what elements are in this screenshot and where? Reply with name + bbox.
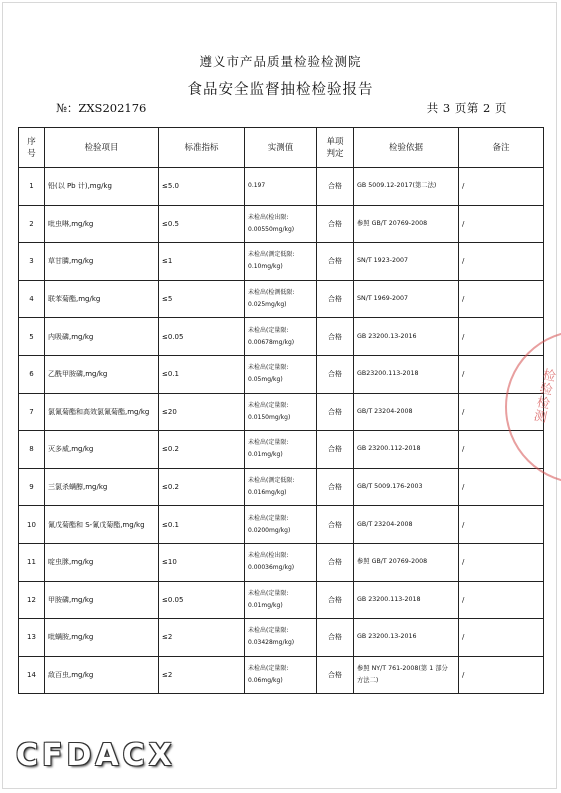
test-item: 吡虫啉,mg/kg (45, 205, 159, 243)
remark: / (459, 243, 544, 281)
remark: / (459, 205, 544, 243)
measured-value-line: 未检出(检测低限: (248, 289, 295, 297)
test-basis (354, 431, 459, 469)
measured-value (245, 656, 317, 694)
measured-value-line: 未检出(定量限: (248, 364, 289, 372)
test-basis (354, 581, 459, 619)
measured-value (245, 355, 317, 393)
row-number: 12 (19, 581, 45, 619)
stamp-text: 检验检测 (532, 367, 557, 427)
standard-limit: ≤2 (159, 656, 245, 694)
report-title: 食品安全监督抽检检验报告 (187, 82, 374, 98)
row-number: 7 (19, 393, 45, 431)
judgement: 合格 (317, 355, 354, 393)
table-row (19, 431, 544, 469)
test-basis (354, 656, 459, 694)
test-item: 氯氰菊酯和高效氯氰菊酯,mg/kg (45, 393, 159, 431)
remark: / (459, 355, 544, 393)
header-judgement: 单项 判定 (317, 128, 354, 168)
row-number: 14 (19, 656, 45, 694)
judgement: 合格 (317, 543, 354, 581)
remark: / (459, 168, 544, 206)
table-row (19, 619, 544, 657)
test-item: 氰戊菊酯和 S-氰戊菊酯,mg/kg (45, 506, 159, 544)
measured-value-line: 未检出(定量限: (248, 326, 289, 334)
judgement: 合格 (317, 506, 354, 544)
measured-value (245, 506, 317, 544)
standard-limit: ≤20 (159, 393, 245, 431)
table-row (19, 656, 544, 694)
standard-limit: ≤0.2 (159, 468, 245, 506)
measured-value-line: 0.197 (248, 182, 266, 190)
measured-value (245, 243, 317, 281)
judgement: 合格 (317, 468, 354, 506)
judgement: 合格 (317, 168, 354, 206)
test-basis (354, 468, 459, 506)
remark: / (459, 543, 544, 581)
measured-value-line: 0.00550mg/kg) (248, 225, 295, 233)
test-basis-line: GB 23200.112-2018 (357, 445, 421, 453)
header-no: 序 号 (19, 128, 45, 168)
standard-limit: ≤5.0 (159, 168, 245, 206)
measured-value (245, 393, 317, 431)
test-basis-line: 参照 NY/T 761-2008(第 1 部分 (357, 665, 448, 673)
page-info: 共 3 页第 2 页 (426, 101, 507, 115)
row-number: 10 (19, 506, 45, 544)
measured-value-line: 0.016mg/kg) (248, 489, 287, 497)
judgement: 合格 (317, 581, 354, 619)
measured-value-line: 0.0200mg/kg) (248, 526, 291, 534)
test-basis-line: GB 23200.13-2016 (357, 633, 417, 641)
judgement: 合格 (317, 280, 354, 318)
row-number: 2 (19, 205, 45, 243)
test-item: 灭多威,mg/kg (45, 431, 159, 469)
measured-value (245, 619, 317, 657)
measured-value-line: 0.00678mg/kg) (248, 338, 295, 346)
judgement: 合格 (317, 205, 354, 243)
measured-value (245, 468, 317, 506)
row-number: 3 (19, 243, 45, 281)
test-basis-line: GB 23200.113-2018 (357, 595, 421, 603)
header-remark: 备注 (459, 128, 544, 168)
measured-value-line: 0.03428mg/kg) (248, 639, 295, 647)
organization-name: 遵义市产品质量检验检测院 (199, 54, 362, 69)
measured-value-line: 0.025mg/kg) (248, 301, 287, 309)
measured-value-line: 未检出(定量限: (248, 665, 289, 673)
measured-value-line: 未检出(测定低限: (248, 477, 295, 485)
test-basis-line: 方法二) (357, 677, 379, 685)
judgement: 合格 (317, 393, 354, 431)
test-item: 铅(以 Pb 计),mg/kg (45, 168, 159, 206)
measured-value-line: 未检出(检出限: (248, 552, 289, 560)
test-basis (354, 506, 459, 544)
measured-value-line: 未检出(测定低限: (248, 251, 295, 259)
test-basis (354, 355, 459, 393)
header-item: 检验项目 (45, 128, 159, 168)
row-number: 13 (19, 619, 45, 657)
standard-limit: ≤0.5 (159, 205, 245, 243)
row-number: 11 (19, 543, 45, 581)
table-row (19, 168, 544, 206)
judgement: 合格 (317, 656, 354, 694)
standard-limit: ≤1 (159, 243, 245, 281)
test-basis-line: GB 5009.12-2017(第二法) (357, 182, 437, 190)
test-item: 草甘膦,mg/kg (45, 243, 159, 281)
test-basis-line: GB/T 5009.176-2003 (357, 483, 423, 491)
test-item: 三氯杀螨醇,mg/kg (45, 468, 159, 506)
row-number: 8 (19, 431, 45, 469)
table-row (19, 468, 544, 506)
test-basis (354, 393, 459, 431)
table-row (19, 393, 544, 431)
judgement: 合格 (317, 318, 354, 356)
measured-value-line: 0.0150mg/kg) (248, 413, 291, 421)
table-row (19, 318, 544, 356)
table-header-row (19, 128, 544, 168)
test-basis-line: GB/T 23204-2008 (357, 520, 413, 528)
row-number: 4 (19, 280, 45, 318)
standard-limit: ≤10 (159, 543, 245, 581)
measured-value-line: 未检出(定量限: (248, 627, 289, 635)
results-table (18, 127, 544, 694)
measured-value (245, 543, 317, 581)
remark: / (459, 393, 544, 431)
measured-value-line: 0.10mg/kg) (248, 263, 283, 271)
measured-value (245, 431, 317, 469)
measured-value (245, 280, 317, 318)
judgement: 合格 (317, 619, 354, 657)
table-row (19, 243, 544, 281)
table-row (19, 543, 544, 581)
test-basis-line: 参照 GB/T 20769-2008 (357, 558, 428, 566)
test-basis (354, 543, 459, 581)
header-result: 实测值 (245, 128, 317, 168)
row-number: 1 (19, 168, 45, 206)
standard-limit: ≤0.2 (159, 431, 245, 469)
test-basis (354, 619, 459, 657)
standard-limit: ≤5 (159, 280, 245, 318)
test-item: 啶虫脒,mg/kg (45, 543, 159, 581)
test-item: 联苯菊酯,mg/kg (45, 280, 159, 318)
remark: / (459, 280, 544, 318)
measured-value-line: 未检出(检出限: (248, 213, 289, 221)
row-number: 6 (19, 355, 45, 393)
row-number: 9 (19, 468, 45, 506)
judgement: 合格 (317, 431, 354, 469)
remark: / (459, 431, 544, 469)
measured-value-line: 未检出(定量限: (248, 514, 289, 522)
watermark: CFDACX (16, 738, 176, 773)
standard-limit: ≤0.1 (159, 355, 245, 393)
table-row (19, 506, 544, 544)
test-basis-line: GB23200.113-2018 (357, 370, 419, 378)
remark: / (459, 506, 544, 544)
measured-value-line: 0.00036mg/kg) (248, 564, 295, 572)
test-item: 敌百虫,mg/kg (45, 656, 159, 694)
test-item: 内吸磷,mg/kg (45, 318, 159, 356)
table-row (19, 581, 544, 619)
header-basis: 检验依据 (354, 128, 459, 168)
measured-value-line: 未检出(定量限: (248, 439, 289, 447)
test-basis (354, 205, 459, 243)
test-basis (354, 168, 459, 206)
measured-value-line: 0.01mg/kg) (248, 601, 283, 609)
measured-value-line: 0.05mg/kg) (248, 376, 283, 384)
test-basis-line: SN/T 1923-2007 (357, 257, 408, 265)
remark: / (459, 468, 544, 506)
test-item: 甲胺磷,mg/kg (45, 581, 159, 619)
remark: / (459, 581, 544, 619)
test-basis-line: SN/T 1969-2007 (357, 295, 408, 303)
remark: / (459, 318, 544, 356)
measured-value-line: 未检出(定量限: (248, 401, 289, 409)
table-row (19, 355, 544, 393)
remark: / (459, 656, 544, 694)
table-row (19, 280, 544, 318)
standard-limit: ≤0.05 (159, 318, 245, 356)
measured-value (245, 205, 317, 243)
test-basis (354, 318, 459, 356)
row-number: 5 (19, 318, 45, 356)
test-basis-line: 参照 GB/T 20769-2008 (357, 219, 428, 227)
measured-value-line: 0.06mg/kg) (248, 677, 283, 685)
test-item: 吡螨胺,mg/kg (45, 619, 159, 657)
report-number: №：ZXS202176 (56, 101, 147, 115)
measured-value-line: 0.01mg/kg) (248, 451, 283, 459)
measured-value (245, 318, 317, 356)
test-item: 乙酰甲胺磷,mg/kg (45, 355, 159, 393)
standard-limit: ≤0.05 (159, 581, 245, 619)
header-standard: 标准指标 (159, 128, 245, 168)
judgement: 合格 (317, 243, 354, 281)
test-basis (354, 280, 459, 318)
standard-limit: ≤0.1 (159, 506, 245, 544)
test-basis-line: GB 23200.13-2016 (357, 332, 417, 340)
measured-value-line: 未检出(定量限: (248, 589, 289, 597)
measured-value (245, 168, 317, 206)
test-basis (354, 243, 459, 281)
test-basis-line: GB/T 23204-2008 (357, 407, 413, 415)
table-row (19, 205, 544, 243)
remark: / (459, 619, 544, 657)
measured-value (245, 581, 317, 619)
standard-limit: ≤2 (159, 619, 245, 657)
